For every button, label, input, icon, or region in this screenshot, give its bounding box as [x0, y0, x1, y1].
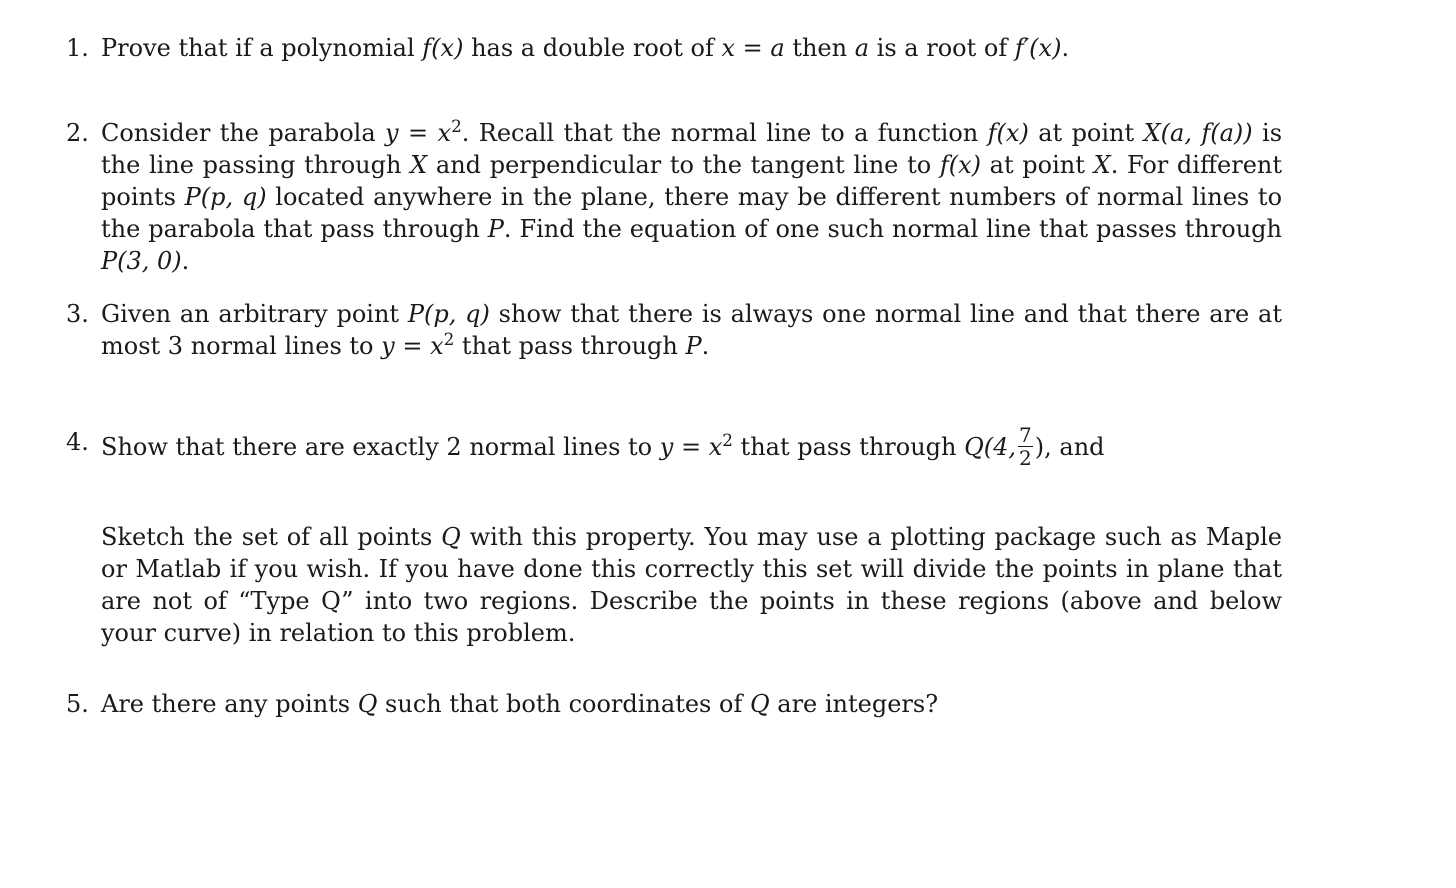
problem-text: Show that there are exactly 2 normal lines to $y = x^2$ that pass through Q(4, $\frac{7}{2}$ ), and [101, 423, 1105, 470]
problem-2 [66, 117, 1282, 277]
problem-text: Are there any points Q such that both coordinates of Q are integers? [101, 690, 939, 718]
fraction-seven-halves: $\frac{7}{2}$ [1019, 423, 1032, 470]
problem-number: 2. [66, 119, 89, 147]
problem-4 [66, 423, 1282, 649]
problem-number: 4. [66, 428, 89, 456]
problem-number: 1. [66, 34, 89, 62]
problem-1 [66, 32, 1282, 64]
problem-number: 5. [66, 690, 89, 718]
problem-text: Given an arbitrary point P(p, q) show that there is always one normal line and that there are at most 3 normal lines to $y = x^2$ that pass through P. [101, 300, 1283, 360]
problem-text-continued: Sketch the set of all points Q with this property. You may use a plotting package such as Maple or Matlab if you wish. If you have done this correctly this set will divide the points in plane that are not of “Type Q” into two regions. Describe the points in these regions (above and below your curve) in relation to this problem. [101, 523, 1282, 647]
problem-5 [66, 688, 1282, 720]
problem-3 [66, 298, 1282, 362]
problem-text: Consider the parabola $y = x^2$. Recall that the normal line to a function f(x) at point X(a, f(a)) is the line passing through X and perpendicular to the tangent line to f(x) at point X. For different points P(p, q) located anywhere in the plane, there may be different numbers of normal lines to the parabola that pass through P. Find the equation of one such normal line that passes through P(3, 0). [101, 115, 1283, 275]
problem-text: Prove that if a polynomial f(x) has a double root of x = a then a is a root of f′(x). [101, 34, 1070, 62]
problem-number: 3. [66, 300, 89, 328]
